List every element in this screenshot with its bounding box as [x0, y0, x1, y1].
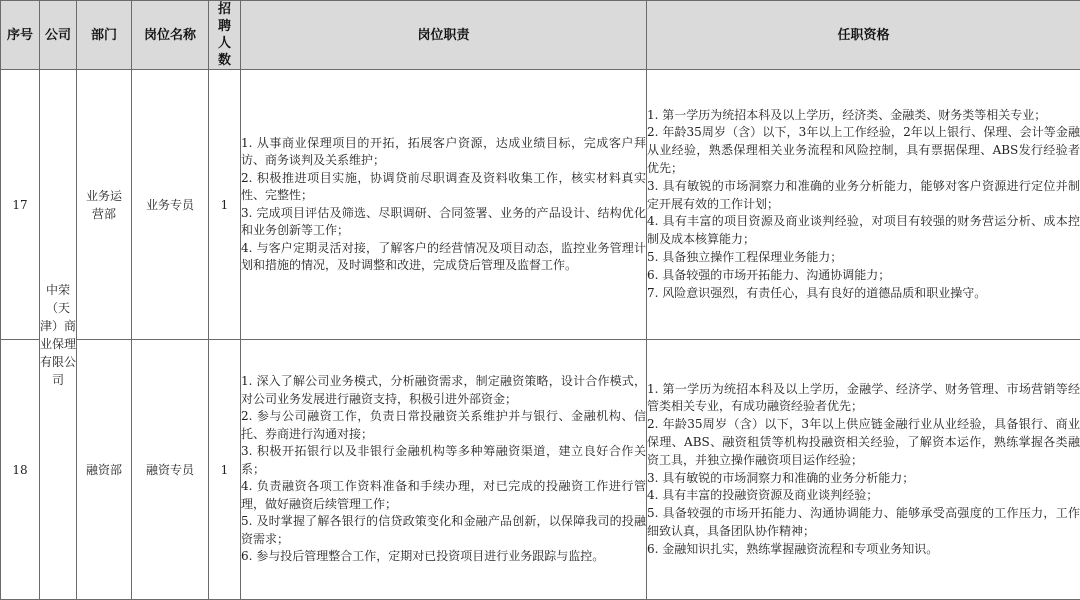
position-cell: 业务专员 — [132, 70, 209, 340]
qualification-item: 4. 具有丰富的投融资资源及商业谈判经验； — [647, 487, 1080, 505]
qualification-item: 5. 具备较强的市场开拓能力、沟通协调能力、能够承受高强度的工作压力，工作细致认真，具备团队协作精神； — [647, 505, 1080, 541]
duty-item: 3. 完成项目评估及筛选、尽职调研、合同签署、业务的产品设计、结构优化和业务创新等工作； — [241, 205, 646, 240]
duty-item: 4. 与客户定期灵活对接，了解客户的经营情况及项目动态，监控业务管理计划和措施的情况，及时调整和改进，完成贷后管理及监督工作。 — [241, 240, 646, 275]
qualification-item: 4. 具有丰富的项目资源及商业谈判经验，对项目有较强的财务营运分析、成本控制及成本核算能力； — [647, 213, 1080, 249]
qualification-item: 5. 具备独立操作工程保理业务能力； — [647, 249, 1080, 267]
header-dept: 部门 — [77, 1, 132, 70]
table-row — [1, 340, 1080, 600]
dept-name: 业务运营部 — [82, 187, 126, 223]
duty-item: 4. 负责融资各项工作资料准备和手续办理，对已完成的投融资工作进行管理，做好融资后续管理工作； — [241, 478, 646, 513]
qualifications-cell — [647, 70, 1080, 340]
qualification-item: 6. 金融知识扎实，熟练掌握融资流程和专项业务知识。 — [647, 541, 1080, 559]
duty-item: 2. 积极推进项目实施，协调贷前尽职调查及资料收集工作，核实材料真实性、完整性； — [241, 170, 646, 205]
dept-cell — [77, 70, 132, 340]
qualification-item: 1. 第一学历为统招本科及以上学历，金融学、经济学、财务管理、市场营销等经管类相关专业，有成功融资经验者优先； — [647, 381, 1080, 417]
qualification-item: 3. 具有敏锐的市场洞察力和准确的业务分析能力，能够对客户资源进行定位并制定开展有效的工作计划； — [647, 178, 1080, 214]
seq-cell: 18 — [1, 340, 40, 600]
duty-item: 6. 参与投后管理整合工作，定期对已投资项目进行业务跟踪与监控。 — [241, 548, 646, 566]
header-hire-count: 招聘人数 — [209, 1, 241, 70]
duty-item: 1. 从事商业保理项目的开拓，拓展客户资源，达成业绩目标，完成客户拜访、商务谈判及关系维护； — [241, 135, 646, 170]
qualification-item: 2. 年龄35周岁（含）以下，3年以上工作经验，2年以上银行、保理、会计等金融从业经验，熟悉保理相关业务流程和风险控制，具有票据保理、ABS发行经验者优先； — [647, 124, 1080, 177]
header-company: 公司 — [40, 1, 77, 70]
table-row — [1, 70, 1080, 340]
qualification-item: 1. 第一学历为统招本科及以上学历，经济类、金融类、财务类等相关专业； — [647, 107, 1080, 125]
duty-item: 3. 积极开拓银行以及非银行金融机构等多种筹融资渠道，建立良好合作关系； — [241, 443, 646, 478]
company-name: 中荣（天津）商业保理有限公司 — [40, 283, 76, 387]
duties-cell — [241, 70, 647, 340]
hire-count-cell: 1 — [209, 70, 241, 340]
position-cell: 融资专员 — [132, 340, 209, 600]
dept-cell: 融资部 — [77, 340, 132, 600]
qualification-item: 3. 具有敏锐的市场洞察力和准确的业务分析能力； — [647, 470, 1080, 488]
header-qualifications: 任职资格 — [647, 1, 1080, 70]
seq-cell: 17 — [1, 70, 40, 340]
header-row — [1, 1, 1080, 70]
qualification-item: 7. 风险意识强烈，有责任心，具有良好的道德品质和职业操守。 — [647, 285, 1080, 303]
company-cell — [40, 70, 77, 600]
qualifications-cell — [647, 340, 1080, 600]
header-seq: 序号 — [1, 1, 40, 70]
header-position: 岗位名称 — [132, 1, 209, 70]
duty-item: 1. 深入了解公司业务模式，分析融资需求，制定融资策略，设计合作模式，对公司业务发展进行融资支持，积极引进外部资金； — [241, 373, 646, 408]
duties-cell — [241, 340, 647, 600]
hire-count-cell: 1 — [209, 340, 241, 600]
qualification-item: 6. 具备较强的市场开拓能力、沟通协调能力； — [647, 267, 1080, 285]
duty-item: 2. 参与公司融资工作，负责日常投融资关系维护并与银行、金融机构、信托、券商进行沟通对接； — [241, 408, 646, 443]
duty-item: 5. 及时掌握了解各银行的信贷政策变化和金融产品创新，以保障我司的投融资需求； — [241, 513, 646, 548]
qualification-item: 2. 年龄35周岁（含）以下，3年以上供应链金融行业从业经验，具备银行、商业保理、ABS、融资租赁等机构投融资相关经验，了解资本运作，熟练掌握各类融资工具，并独立操作融资项目运作经验； — [647, 416, 1080, 469]
header-duties: 岗位职责 — [241, 1, 647, 70]
